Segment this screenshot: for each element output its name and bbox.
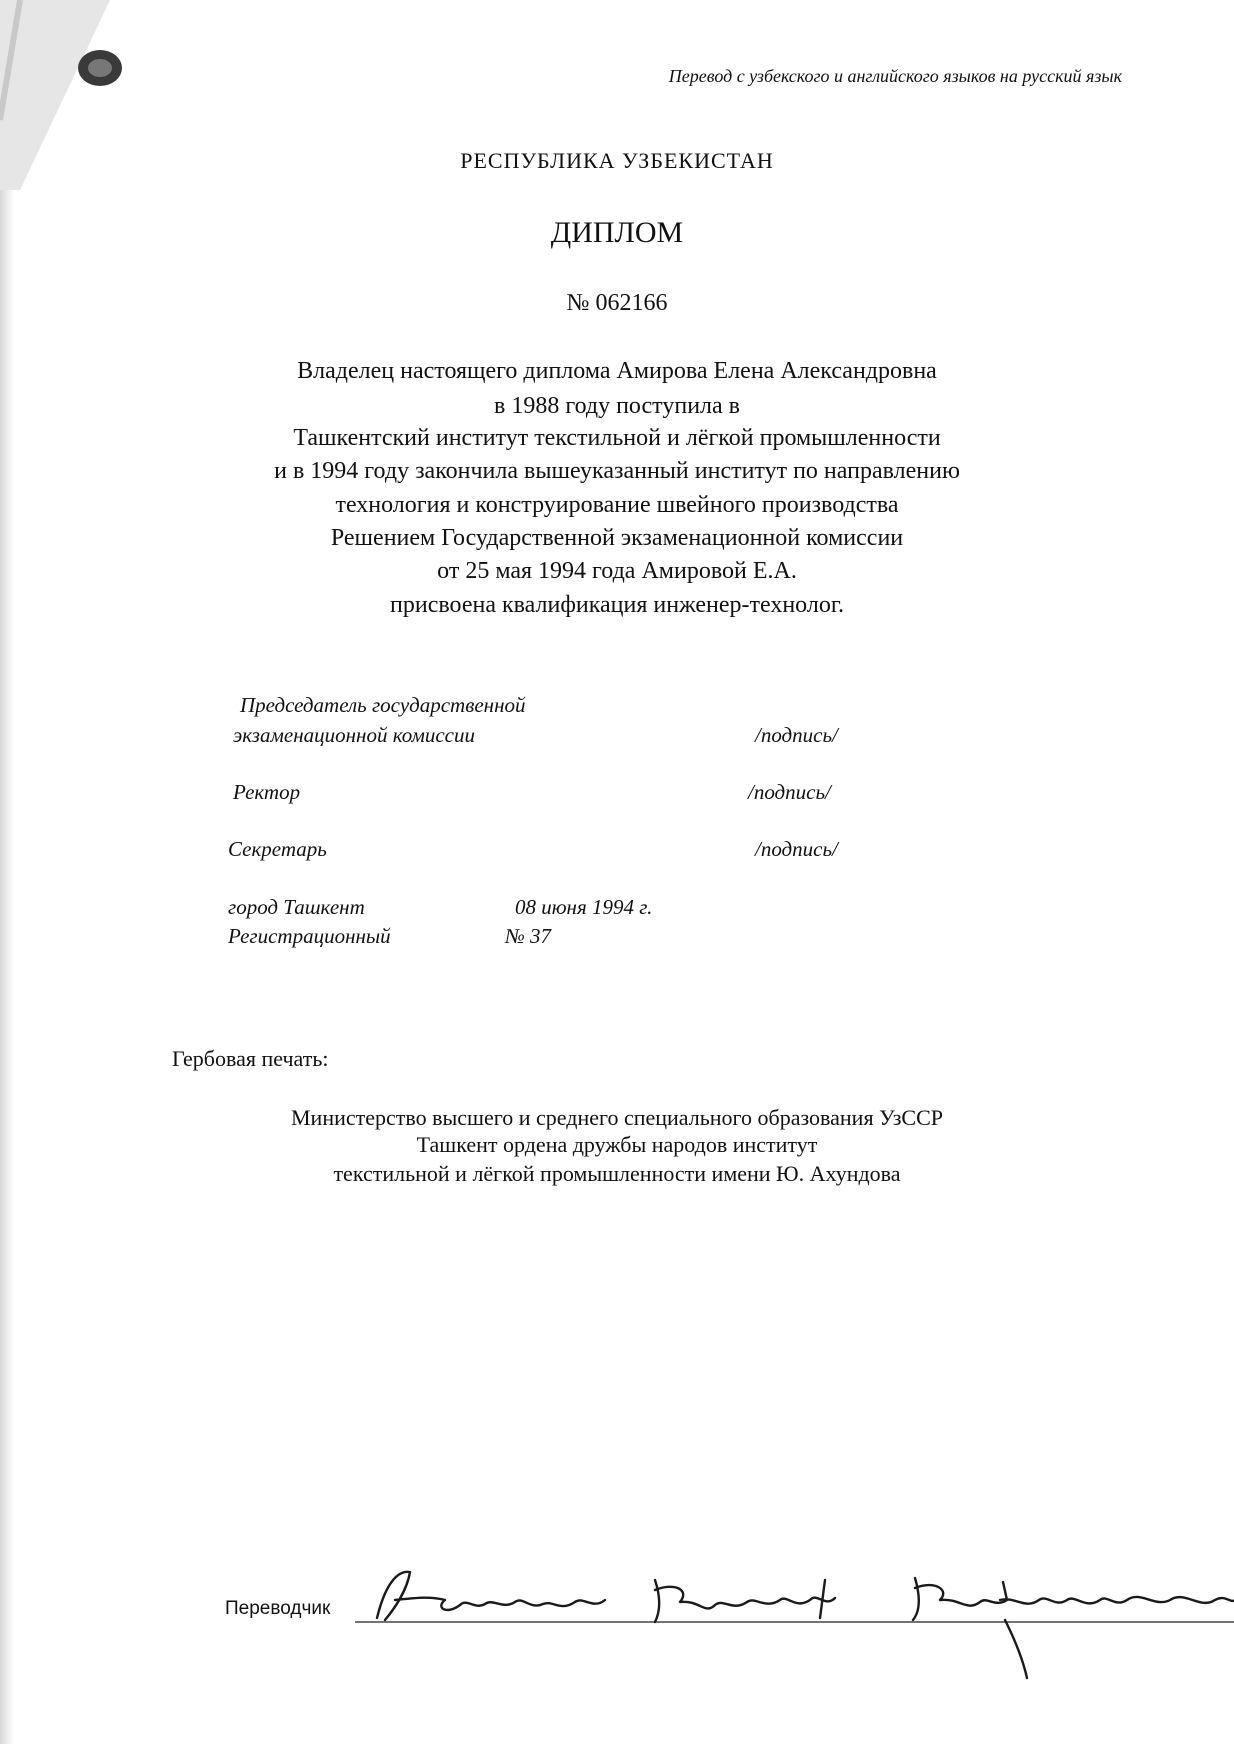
issue-date: 08 июня 1994 г. <box>515 895 653 919</box>
registration-label: Регистрационный <box>228 924 391 948</box>
issue-city: город Ташкент <box>228 895 365 919</box>
secretary-title: Секретарь <box>228 837 327 861</box>
seal-label: Гербовая печать: <box>172 1046 329 1071</box>
scan-edge-shadow <box>0 0 14 1744</box>
body-line: в 1988 году поступила в <box>493 393 740 419</box>
chairman-signature: /подпись/ <box>755 723 838 747</box>
registration-number: № 37 <box>505 924 552 948</box>
diploma-number: № 062166 <box>566 290 668 316</box>
body-line: присвоена квалификация инженер-технолог. <box>390 592 844 618</box>
body-line: от 25 мая 1994 года Амировой Е.А. <box>437 558 797 584</box>
translation-note: Перевод с узбекского и английского языков на русский язык <box>668 66 1122 86</box>
seal-text-line: Министерство высшего и среднего специального образования УзССР <box>290 1105 943 1130</box>
body-line: технология и конструирование швейного производства <box>335 492 899 518</box>
body-line: Решением Государственной экзаменационной комиссии <box>330 525 904 551</box>
chairman-title-line2: экзаменационной комиссии <box>233 723 475 747</box>
body-line: Владелец настоящего диплома Амирова Елена Александровна <box>297 358 937 384</box>
body-line: и в 1994 году закончила вышеуказанный институт по направлению <box>274 458 960 484</box>
body-line: Ташкентский институт текстильной и лёгкой промышленности <box>293 425 941 451</box>
translator-handwritten-signature <box>355 1560 1234 1680</box>
secretary-signature: /подпись/ <box>755 837 838 861</box>
seal-text-line: Ташкент ордена дружбы народов институт <box>416 1132 818 1157</box>
translator-label: Переводчик <box>225 1598 331 1619</box>
rector-signature: /подпись/ <box>748 780 831 804</box>
republic-heading: РЕСПУБЛИКА УЗБЕКИСТАН <box>460 148 774 173</box>
seal-text-line: текстильной и лёгкой промышленности имени Ю. Ахундова <box>333 1161 901 1186</box>
chairman-title-line1: Председатель государственной <box>240 693 526 717</box>
diploma-title: ДИПЛОМ <box>550 216 684 249</box>
rector-title: Ректор <box>233 780 301 804</box>
